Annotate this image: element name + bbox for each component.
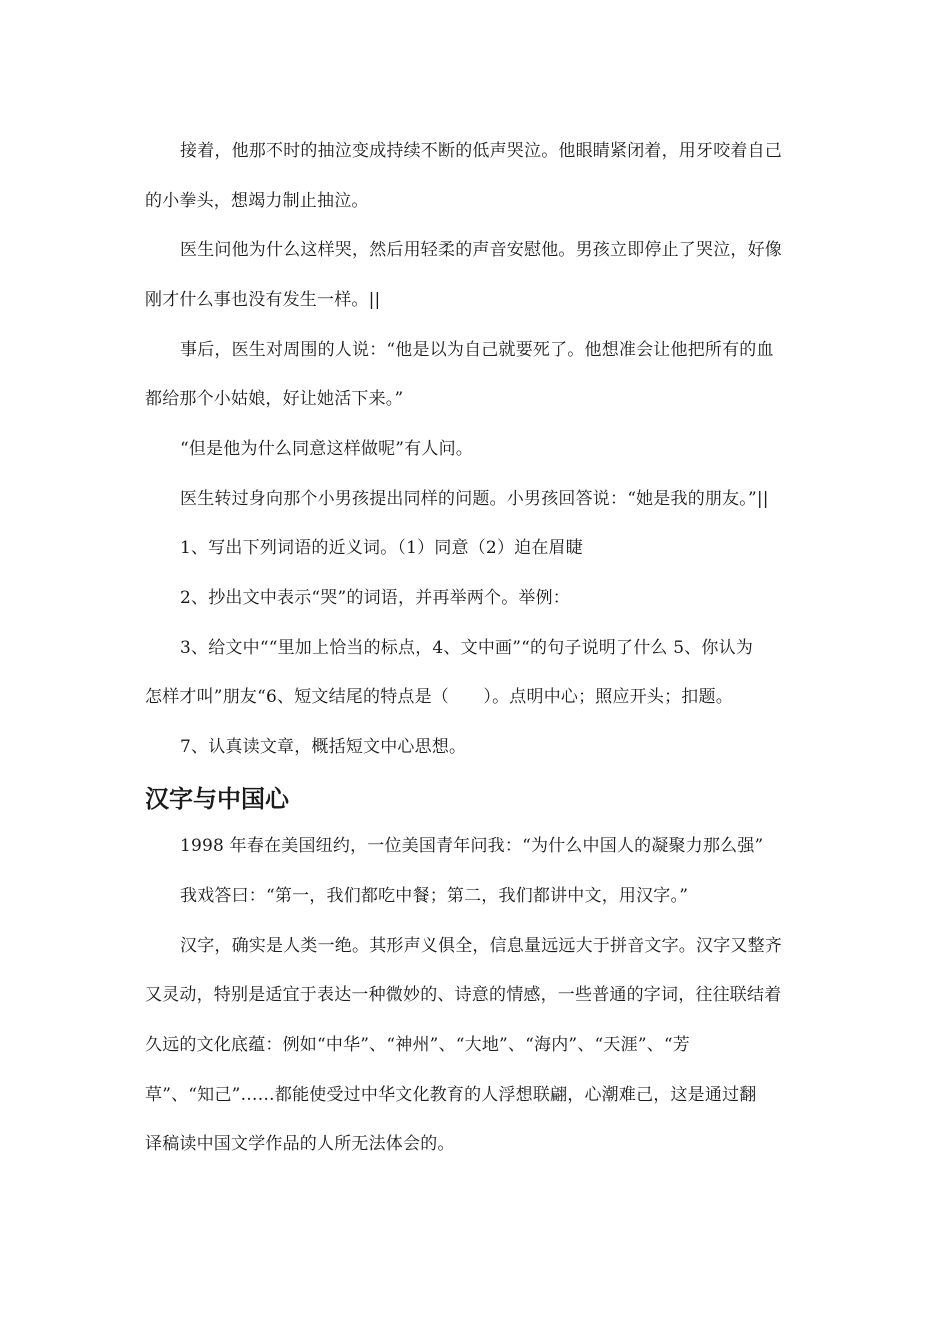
paragraph-line: 医生转过身向那个小男孩提出同样的问题。小男孩回答说：“她是我的朋友。”|| xyxy=(180,489,769,509)
paragraph-line: 都给那个小姑娘，好让她活下来。” xyxy=(145,389,404,409)
question-line: 3、给文中““里加上恰当的标点，4、文中画”“的句子说明了什么 5、你认为 xyxy=(180,638,754,658)
question-line: 1、写出下列词语的近义词。（1）同意（2）迫在眉睫 xyxy=(180,538,583,558)
paragraph-line: 医生问他为什么这样哭，然后用轻柔的声音安慰他。男孩立即停止了哭泣，好像 xyxy=(180,240,782,260)
paragraph-line: “但是他为什么同意这样做呢”有人问。 xyxy=(180,439,473,459)
paragraph-line: 草”、“知己”……都能使受过中华文化教育的人浮想联翩，心潮难己，这是通过翻 xyxy=(145,1085,757,1105)
question-line: 7、认真读文章，概括短文中心思想。 xyxy=(180,737,467,757)
section-title: 汉字与中国心 xyxy=(145,785,289,813)
paragraph-line: 接着，他那不时的抽泣变成持续不断的低声哭泣。他眼睛紧闭着，用牙咬着自己 xyxy=(180,141,782,161)
paragraph-line: 久远的文化底蕴：例如“中华”、“神州”、“大地”、“海内”、“天涯”、“芳 xyxy=(145,1035,690,1055)
paragraph-line: 汉字，确实是人类一绝。其形声义俱全，信息量远远大于拼音文字。汉字又整齐 xyxy=(180,936,782,956)
paragraph-line: 的小拳头，想竭力制止抽泣。 xyxy=(145,191,369,211)
paragraph-line: 我戏答曰：“第一，我们都吃中餐；第二，我们都讲中文，用汉字。” xyxy=(180,886,689,906)
paragraph-line: 译稿读中国文学作品的人所无法体会的。 xyxy=(145,1134,455,1154)
paragraph-line: 1998 年春在美国纽约，一位美国青年问我：“为什么中国人的凝聚力那么强” xyxy=(180,836,764,856)
question-line: 2、抄出文中表示“哭”的词语，并再举两个。举例： xyxy=(180,588,570,608)
paragraph-line: 刚才什么事也没有发生一样。|| xyxy=(145,290,381,310)
paragraph-line: 事后，医生对周围的人说：“他是以为自己就要死了。他想准会让他把所有的血 xyxy=(180,340,774,360)
question-line: 怎样才叫”朋友“6、短文结尾的特点是（ ）。点明中心；照应开头；扣题。 xyxy=(145,687,733,707)
paragraph-line: 又灵动，特别是适宜于表达一种微妙的、诗意的情感，一些普通的字词，往往联结着 xyxy=(145,985,782,1005)
